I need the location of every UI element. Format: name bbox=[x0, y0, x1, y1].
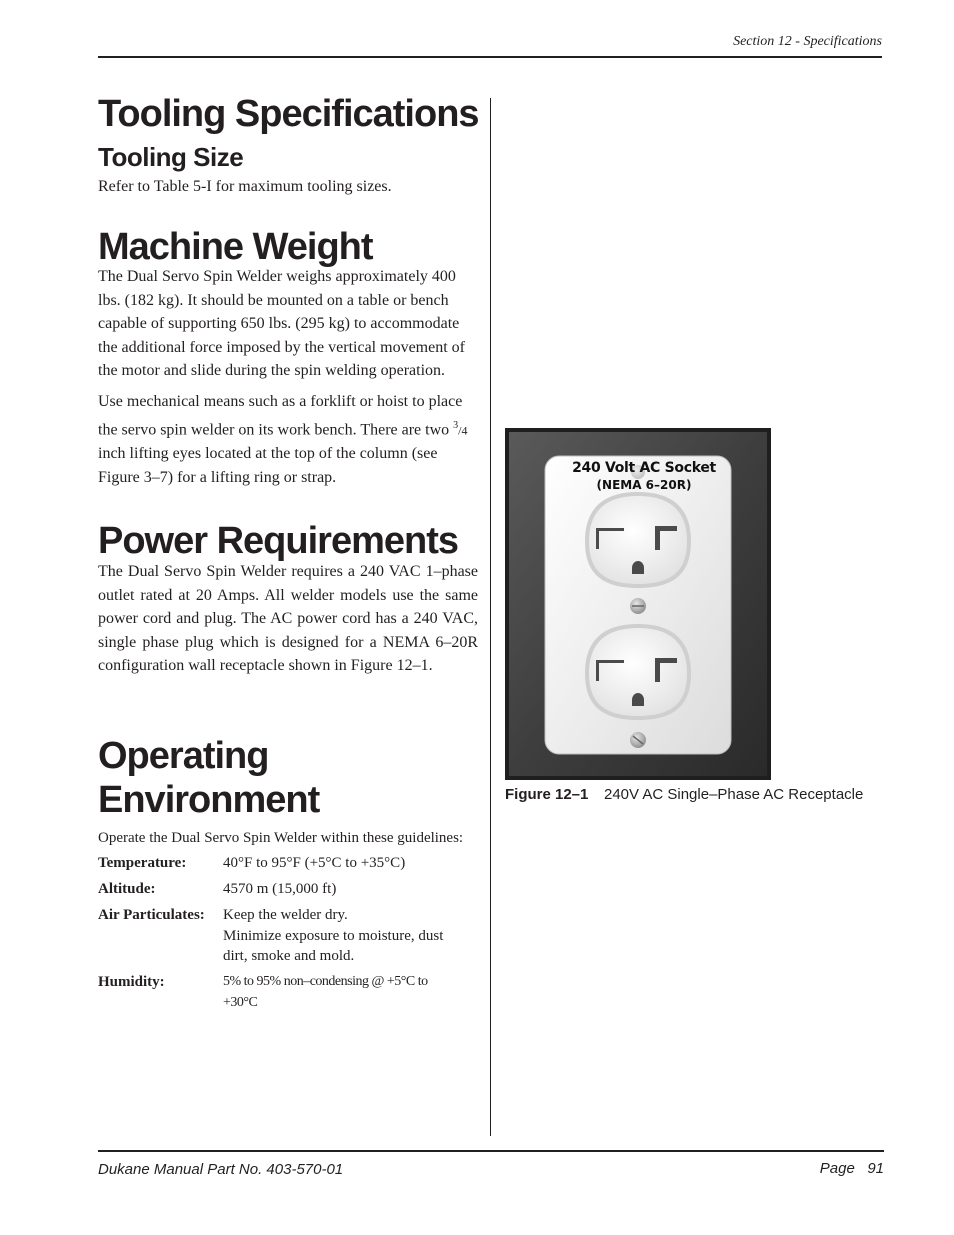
footer-page-number bbox=[760, 1160, 884, 1177]
fraction-denominator: /4 bbox=[458, 422, 468, 437]
figure-caption-number: Figure 12–1 bbox=[505, 786, 589, 803]
receptacle-illustration bbox=[505, 428, 771, 780]
heading-tooling-specifications: Tooling Specifications bbox=[98, 93, 479, 135]
footer-manual-part-number: Dukane Manual Part No. 403-570-01 bbox=[98, 1161, 344, 1178]
upper-outlet bbox=[585, 492, 691, 588]
figure-caption-text: 240V AC Single–Phase AC Receptacle bbox=[604, 786, 864, 803]
heading-line: Operating bbox=[98, 735, 269, 777]
spec-line: Minimize exposure to moisture, dust dirt, smoke and mold. bbox=[223, 927, 444, 964]
spec-value-altitude bbox=[223, 879, 478, 900]
spec-line: 5% to 95% non–condensing @ +5°C to +30°C bbox=[223, 974, 428, 1010]
socket-label: 240 Volt AC Socket bbox=[572, 460, 716, 476]
lifting-text-start: Use mechanical means such as a forklift or hoist to place the servo spin welder on its work bench. There are two bbox=[98, 393, 463, 438]
heading-line: Environment bbox=[98, 779, 320, 821]
heading-operating-environment bbox=[98, 734, 319, 822]
spec-value-temperature bbox=[223, 853, 478, 874]
page-number: 91 bbox=[867, 1160, 884, 1177]
heading-power-requirements: Power Requirements bbox=[98, 520, 458, 562]
lifting-text-end: inch lifting eyes located at the top of the column (see Figure 3–7) for a lifting ring or strap. bbox=[98, 445, 438, 486]
column-divider bbox=[490, 98, 491, 1136]
paragraph-machine-weight: The Dual Servo Spin Welder weighs approximately 400 lbs. (182 kg). It should be mounted on a table or bench capable of supporting 650 lbs. (295 kg) to accommodate the additional force imposed by the vertical movement of the motor and slide during the spin welding operation. bbox=[98, 268, 465, 379]
spec-label-humidity: Humidity: bbox=[98, 974, 165, 990]
running-header: Section 12 - Specifications bbox=[733, 34, 882, 49]
spec-line: 40°F to 95°F (+5°C to +35°C) bbox=[223, 855, 406, 871]
subheading-tooling-size: Tooling Size bbox=[98, 142, 244, 172]
spec-label-altitude: Altitude: bbox=[98, 881, 156, 897]
header-rule bbox=[98, 56, 882, 58]
paragraph-environment-intro: Operate the Dual Servo Spin Welder within these guidelines: bbox=[98, 830, 464, 846]
page-label: Page bbox=[819, 1160, 855, 1177]
fraction-numerator: 3 bbox=[453, 419, 459, 431]
spec-label-temperature: Temperature: bbox=[98, 855, 187, 871]
spec-label-air-particulates: Air Particulates: bbox=[98, 907, 205, 923]
lower-outlet bbox=[585, 624, 691, 720]
heading-machine-weight: Machine Weight bbox=[98, 226, 373, 268]
spec-line: 4570 m (15,000 ft) bbox=[223, 881, 337, 897]
paragraph-lifting bbox=[98, 390, 478, 489]
paragraph-tooling-size: Refer to Table 5-I for maximum tooling sizes. bbox=[98, 178, 392, 195]
footer-rule bbox=[98, 1150, 884, 1152]
spec-line: Keep the welder dry. bbox=[223, 907, 348, 923]
spec-value-humidity bbox=[223, 972, 458, 1013]
socket-sublabel: (NEMA 6–20R) bbox=[596, 478, 692, 492]
spec-value-air-particulates bbox=[223, 905, 463, 967]
figure-receptacle-photo bbox=[505, 428, 771, 780]
paragraph-power-requirements: The Dual Servo Spin Welder requires a 240 VAC 1–phase outlet rated at 20 Amps. All welder models use the same power cord and plug. The AC power cord has a 240 VAC, single phase plug which is designed for a NEMA 6–20R configuration wall receptacle shown in Figure 12–1. bbox=[98, 563, 478, 674]
